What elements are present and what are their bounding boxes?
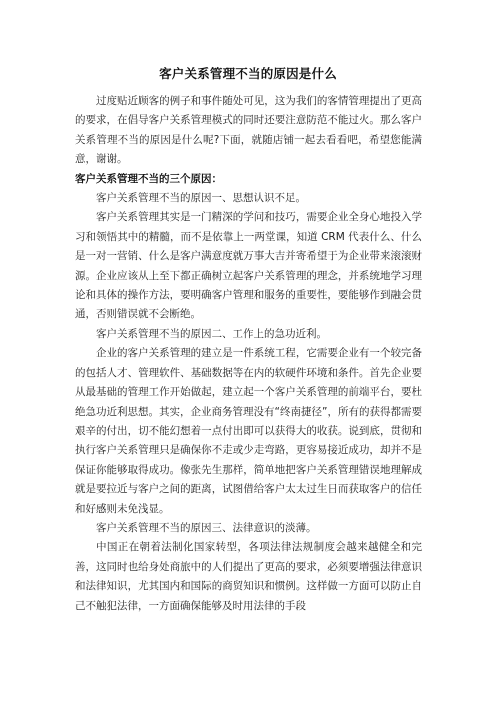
reason-one-heading: 客户关系管理不当的原因一、思想认识不足。	[96, 192, 306, 205]
intro-paragraph: 过度贴近顾客的例子和事件随处可见，这为我们的客情管理提出了更高的要求，在倡导客户关系管理模式的同时还要注意防范不能过火。那么客户关系管理不当的原因是什么呢?下面，就随店铺一起去看看吧，希望您能满意，谢谢。	[75, 95, 422, 166]
section-heading: 客户关系管理不当的三个原因：	[75, 172, 222, 185]
reason-two-paragraph: 企业的客户关系管理的建立是一件系统工程，它需要企业有一个较完备的包括人才、管理软件、基础数据等在内的软硬件环境和条件。首先企业要从最基础的管理工作开始做起，建立起一个客户关系管理的前端平台，要杜绝急功近利思想。其实，企业商务管理没有“终南捷径”，所有的获得都需要艰辛的付出，切不能幻想着一点付出即可以获得大的收获。说到底，贯彻和执行客户关系管理只是确保你不走或少走弯路，更容易接近成功，却并不是保证你能够取得成功。像张先生那样，简单地把客户关系管理错误地理解成就是要拉近与客户之间的距离，试图借给客户太太过生日而获取客户的信任和好感则未免浅显。	[75, 347, 422, 515]
document-body	[75, 92, 422, 616]
reason-one-paragraph: 客户关系管理其实是一门精深的学问和技巧，需要企业全身心地投入学习和领悟其中的精髓，而不是依靠上一两堂课，知道 CRM 代表什么、什么是一对一营销、什么是客户满意度就万事大吉并寄希望于为企业带来滚滚财源。企业应该从上至下都正确树立起客户关系管理的理念，并系统地学习理论和具体的操作方法，要明确客户管理和服务的重要性，要能够作到融会贯通，否则错误就不会断绝。	[75, 211, 422, 321]
reason-three-heading: 客户关系管理不当的原因三、法律意识的淡薄。	[96, 521, 317, 534]
reason-three-paragraph: 中国正在朝着法制化国家转型，各项法律法规制度会越来越健全和完善，这同时也给身处商旅中的人们提出了更高的要求，必须要增强法律意识和法律知识，尤其国内和国际的商贸知识和惯例。这样做一方面可以防止自己不触犯法律，一方面确保能够及时用法律的手段	[75, 541, 422, 612]
reason-two-heading: 客户关系管理不当的原因二、工作上的急功近利。	[96, 327, 327, 340]
page-title: 客户关系管理不当的原因是什么	[159, 66, 337, 81]
